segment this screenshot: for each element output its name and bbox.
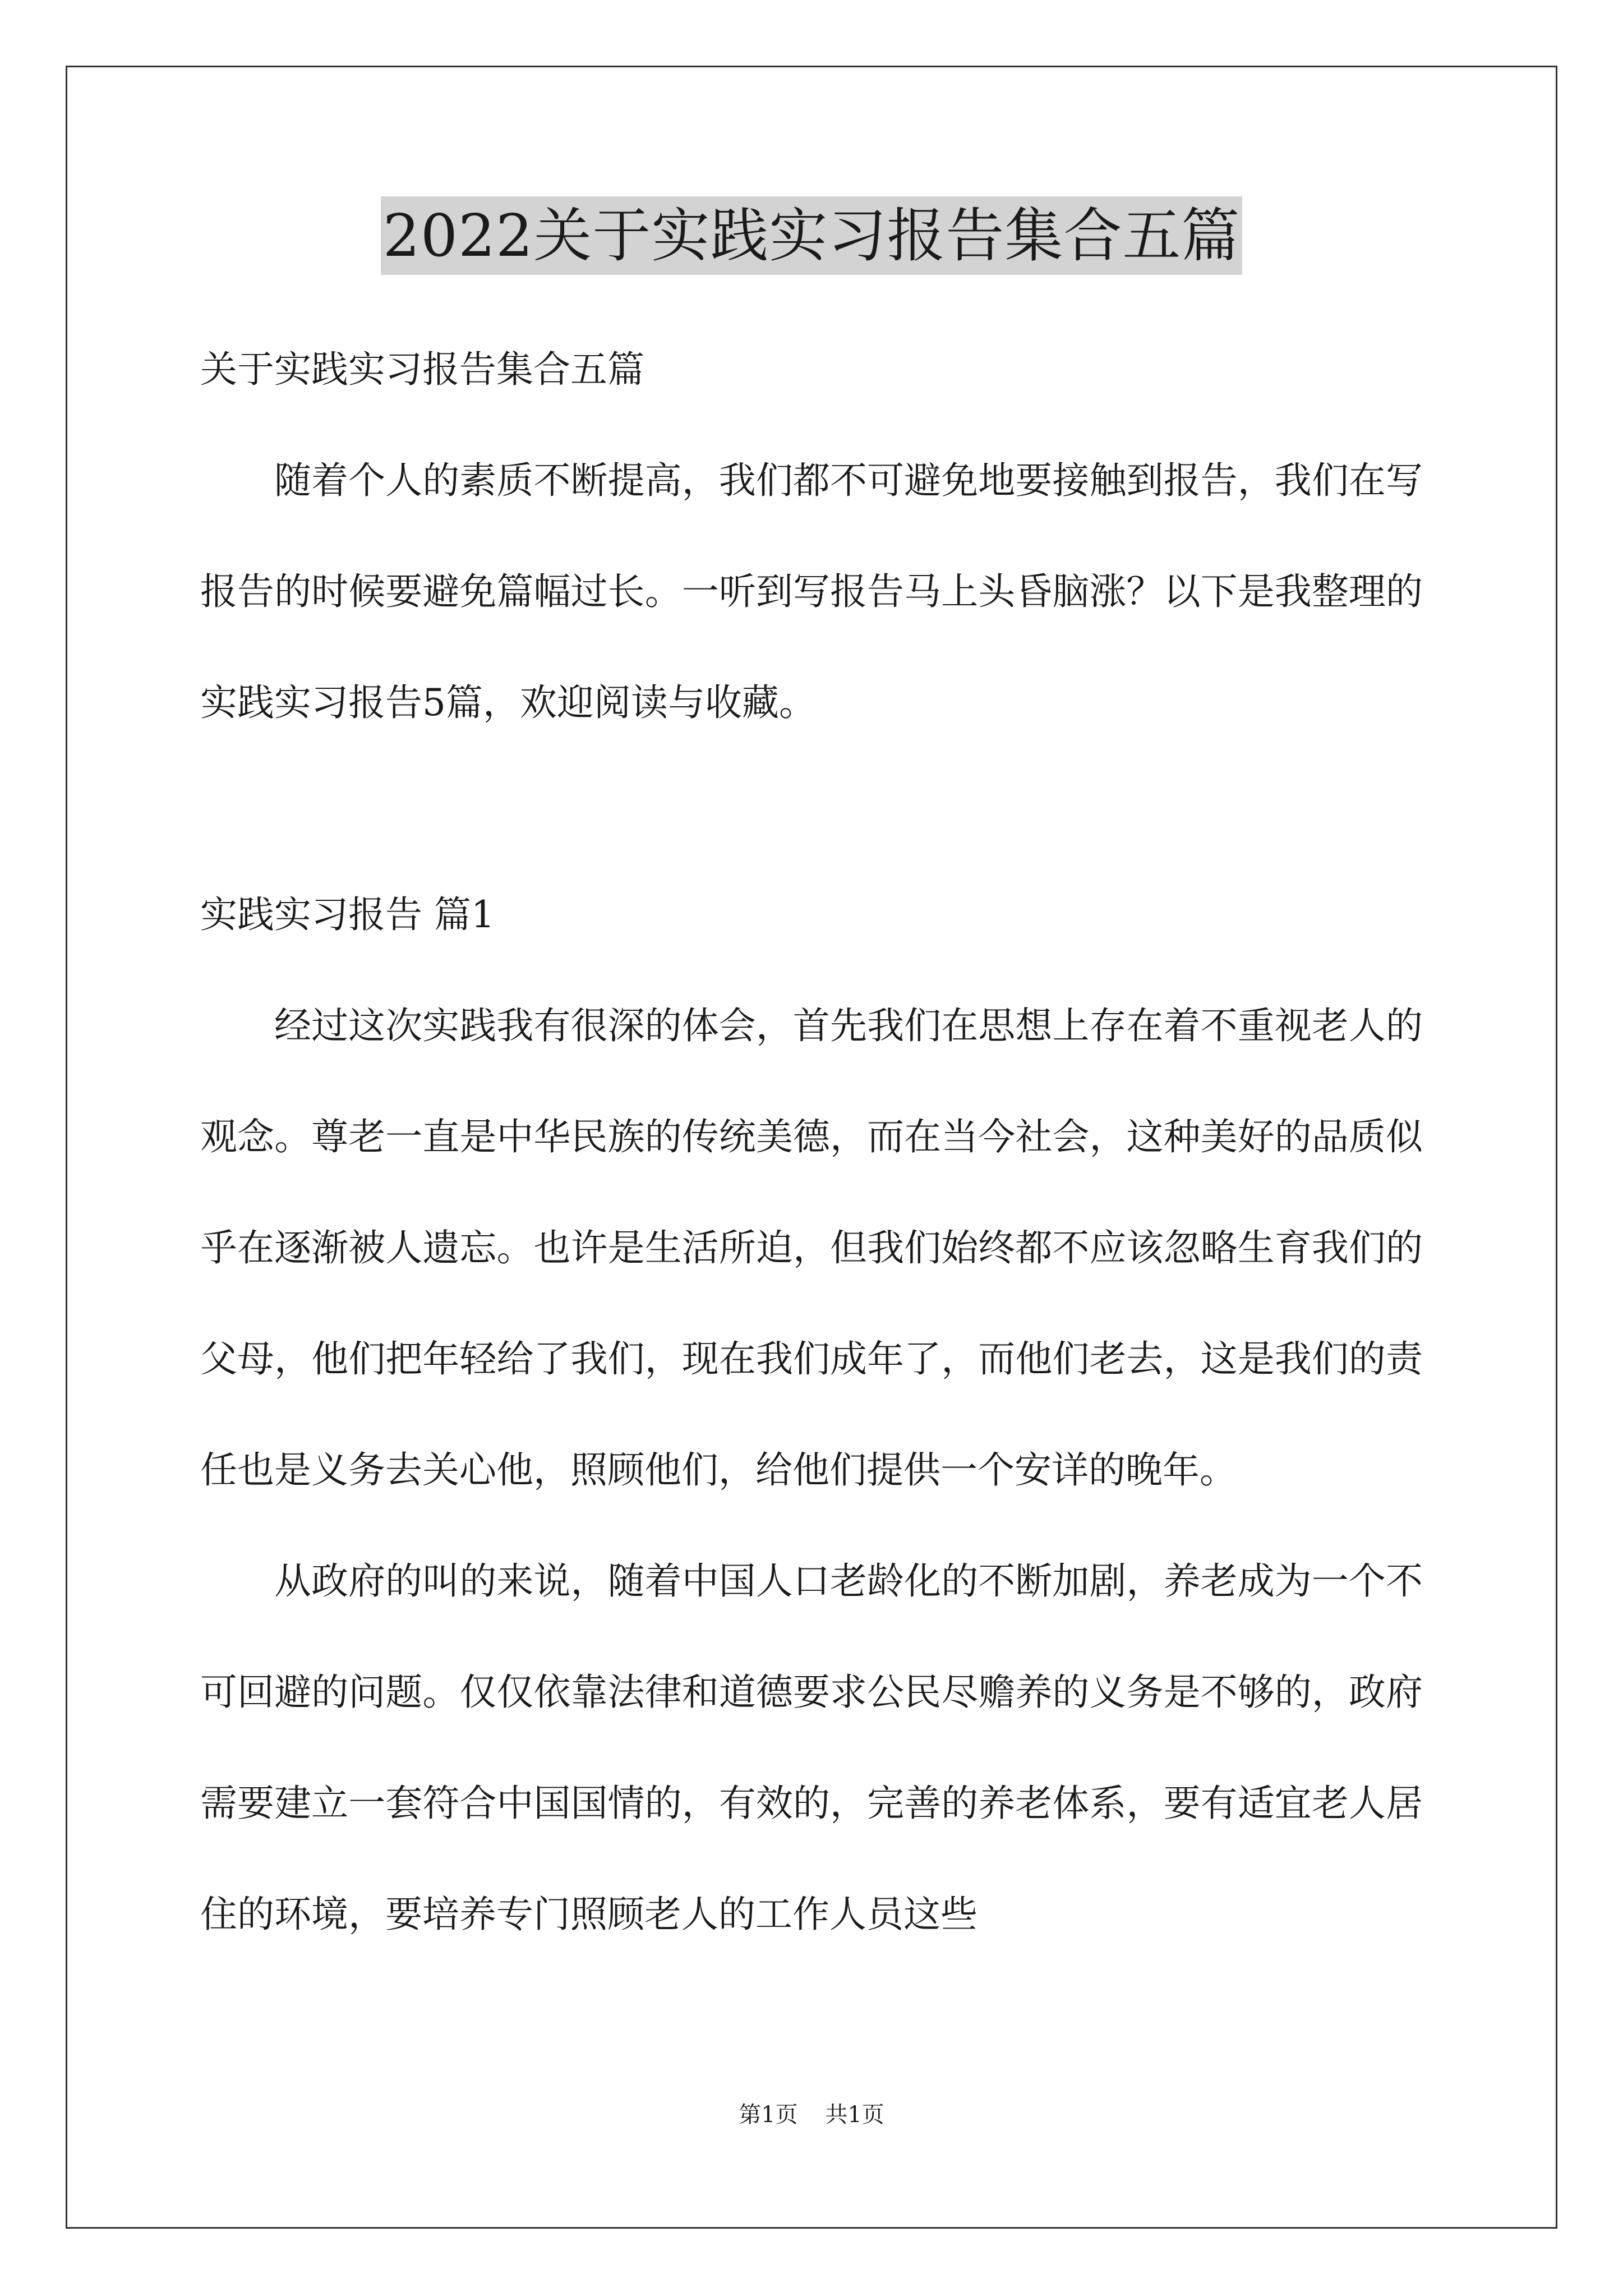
page-number: 第1页 — [739, 2102, 798, 2128]
body-paragraph: 从政府的叫的来说，随着中国人口老龄化的不断加剧，养老成为一个不可回避的问题。仅仅依靠法律和道德要求公民尽赡养的义务是不够的，政府需要建立一套符合中国国情的，有效的，完善的养老体系，要有适宜老人居住的环境，要培养专门照顾老人的工作人员这些 — [200, 1559, 1423, 1936]
document-body — [200, 314, 1423, 1970]
intro-paragraph: 随着个人的素质不断提高，我们都不可避免地要接触到报告，我们在写报告的时候要避免篇幅过长。一听到写报告马上头昏脑涨？以下是我整理的实践实习报告5篇，欢迎阅读与收藏。 — [200, 459, 1423, 724]
body-paragraph: 经过这次实践我有很深的体会，首先我们在思想上存在着不重视老人的观念。尊老一直是中华民族的传统美德，而在当今社会，这种美好的品质似乎在逐渐被人遗忘。也许是生活所迫，但我们始终都不应该忽略生育我们的父母，他们把年轻给了我们，现在我们成年了，而他们老去，这是我们的责任也是义务去关心他，照顾他们，给他们提供一个安详的晚年。 — [200, 1004, 1423, 1492]
document-title: 2022关于实践实习报告集合五篇 — [381, 196, 1243, 275]
subtitle: 关于实践实习报告集合五篇 — [200, 348, 644, 391]
section-heading: 实践实习报告 篇1 — [200, 893, 495, 936]
page-total: 共1页 — [825, 2102, 884, 2128]
title-container — [0, 196, 1623, 275]
spacer — [200, 758, 1423, 859]
page-footer — [0, 2098, 1623, 2132]
